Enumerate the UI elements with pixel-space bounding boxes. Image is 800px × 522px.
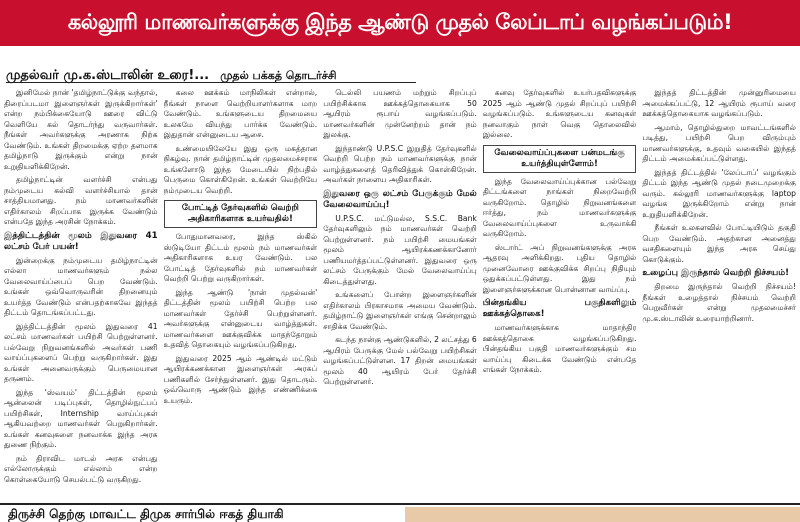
subhead-main: முதல்வர் மு.க.ஸ்டாலின் உரை!... — [6, 68, 210, 83]
paragraph: இந்த ஆண்டு 'நான் முதல்வன்' திட்டத்தின் மூலம் பயிற்சி பெற்ற பல மாணவர்கள் தேர்ச்சி பெற்றுள்ளனர். அவர்களுக்கு என்னுடைய வாழ்த்துகள். மாணவர்களை ஊக்குவிக்க மாதந்தோறும் உதவித் தொகையும் வழங்கப்படுகிறது. — [163, 287, 318, 349]
boxed-heading: வேலைவாய்ப்புகளை பன்மடங்கு உயர்த்தியுள்ளோம்! — [483, 145, 637, 173]
section-heading: இதுவரை ஒரு லட்சம் பேருக்கும் மேல் வேலைவாய்ப்பு! — [323, 188, 477, 210]
article-column — [642, 88, 796, 498]
next-article-headline: திருச்சி தெற்கு மாவட்ட திமுக சார்பில் ஈகத் தியாகி — [8, 507, 284, 521]
section-heading: உழைப்பு இருந்தால் வெற்றி நிச்சயம்! — [642, 268, 790, 278]
paragraph: போதுமானவரை, இந்த ஸ்கில் ஸ்டுடியோ திட்டம் மூலம் நம் மாணவர்கள் அதிகாரிகளாக உயர வேண்டும். பல போட்டித் தேர்வுகளில் நம் மாணவர்கள் வெற்றி பெற்று வருகிறார்கள். — [163, 232, 318, 283]
paragraph: நீங்கள் உலகளவில் போட்டியிடும் தகுதி பெற வேண்டும். அதற்கான அனைத்து வசதிகளையும் இந்த அரசு செய்து கொடுக்கும். — [642, 223, 796, 264]
headline-banner — [0, 0, 800, 46]
paragraph: U.P.S.C. மட்டுமல்ல, S.S.C. Bank தேர்வுகளிலும் நம் மாணவர்கள் வெற்றி பெற்றுள்ளனர். நம் பயிற்சி மையங்கள் மூலம் ஆயிரக்கணக்கானோர் பணியமர்த்தப்பட்டுள்ளனர். இதுவரை ஒரு லட்சம் பேருக்கும் மேல் வேலைவாய்ப்பு கிடைத்துள்ளது. — [323, 213, 477, 286]
subhead — [6, 64, 426, 84]
paragraph: திறமை இருந்தால் வெற்றி நிச்சயம்! நீங்கள் உழைத்தால் நிச்சயம் வெற்றி பெறுவீர்கள் என்று முதலமைச்சர் மு.க.ஸ்டாலின் உரையாற்றினார். — [642, 282, 796, 323]
paragraph: இந்தாண்டு U.P.S.C இறுதித் தேர்வுகளில் வெற்றி பெற்ற நம் மாணவர்களுக்கு நான் வாழ்த்துகளைத் தெரிவித்துக் கொள்கிறேன். அவர்கள் நாளைய அதிகாரிகள். — [323, 143, 477, 184]
paragraph: கனவு தேர்வுகளில் உயர்பதவிகளுக்கு 2025 ஆம் ஆண்டு முதல் சிறப்புப் பயிற்சி வழங்கப்படும். உங்களுடைய கனவுகள் நனவாகும் நாள் வெகு தொலைவில் இல்லை. — [482, 88, 637, 139]
paragraph: இந்தத் திட்டத்தில் 'லேப்டாப்' வழங்கும் திட்டம் இந்த ஆண்டு முதல் நடைமுறைக்கு வரும். கல்லூரி மாணவர்களுக்கு laptop வழங்க இருக்கிறோம் என்று நான் உறுதியளிக்கிறேன். — [642, 167, 796, 219]
subhead-rule — [6, 82, 416, 83]
article-column — [164, 88, 318, 498]
article-column — [4, 88, 158, 498]
paragraph: இந்த 'ஸ்வயம்' திட்டத்தின் மூலம் ஆன்லைன் படிப்புகள், தொழில்நுட்பப் பயிற்சிகள், Internship வாய்ப்புகள் ஆகியவற்றை மாணவர்கள் பெறுகிறார்கள். உங்கள் கனவுகளை நனவாக்க இந்த அரசு துணை நிற்கும். — [4, 387, 158, 449]
subhead-continuation: முதல் பக்கத் தொடர்ச்சி — [220, 69, 337, 82]
boxed-heading: போட்டித் தேர்வுகளில் வெற்றி அதிகாரிகளாக உயர்வதில்! — [164, 200, 318, 228]
paragraph: இந்த வேலைவாய்ப்புக்கான பல்வேறு திட்டங்களை நாங்கள் நிறைவேற்றி வருகிறோம். தொழில் நிறுவனங்களை ஈர்த்து, நம் மாணவர்களுக்கு வேலைவாய்ப்புகளை உருவாக்கி வருகிறோம். — [482, 176, 637, 238]
article-column — [483, 88, 637, 498]
paragraph: கலை ஊக்கம் மாநிலிகள் என்றால், நீங்கள் நாளை வெற்றியாளர்களாக மாற வேண்டும். உங்களுடைய திறமையை உலகமே வியந்து பார்க்க வேண்டும். இதுதான் என்னுடைய ஆசை. — [163, 88, 318, 139]
paragraph: இனிமேல் நான் 'தமிழ்நாட்டுக்கு வந்தால், திரைப்படமா இளைஞர்கள் இருக்கிறார்கள்' என்ற நம்பிக்கையோடு ஊரை விட்டு வெளியே கல் தொடர்ந்து வருவார்கள். நீங்கள் அவர்களுக்கு அரணாக நிற்க வேண்டும். உங்கள் திறமைக்கு ஏற்ற தளமாக தமிழ்நாடு இருக்கும் என்று நான் உறுதியளிக்கிறேன். — [4, 88, 158, 171]
paragraph: இதுவரை 2025 ஆம் ஆண்டில் மட்டும் ஆயிரக்கணக்கான இளைஞர்கள் அரசுப் பணிகளில் சேர்ந்துள்ளனர். இது தொடரும். ஒவ்வொரு ஆண்டும் இந்த எண்ணிக்கை உயரும். — [163, 353, 318, 405]
paragraph: இன்றைக்கு நம்முடைய தமிழ்நாட்டின் எல்லா மாணவர்களும் நல்ல வேலைவாய்ப்பைப் பெற வேண்டும். உங்கள் ஒவ்வொருவரின் திறனையும் உயர்த்த வேண்டும் என்பதற்காகவே இந்தத் திட்டம் தொடங்கப்பட்டது. — [4, 255, 158, 317]
paragraph: நம் திராவிட மாடல் அரசு என்பது எல்லோருக்கும் எல்லாம் என்ற கொள்கையோடு செயல்பட்டு வருகிறது. — [4, 453, 158, 484]
paragraph: இந்தத் திட்டத்தின் முன்னுரிமையை அமைக்கப்பட்டு, 12 ஆயிரம் ரூபாய் வரை ஊக்கத்தொகையாக வழங்கப்படும். — [642, 88, 796, 118]
paragraph: தமிழ்நாட்டின் வளர்ச்சி என்பது நம்முடைய கல்வி வளர்ச்சியால் தான் சாத்தியமானது. நம் மாணவர்களின் எதிர்காலம் சிறப்பாக இருக்க வேண்டும் என்பதே இந்த அரசின் நோக்கம். — [4, 175, 158, 226]
paragraph: டெல்லி பயணம் மற்றும் சிறப்புப் பயிற்சிக்காக ஊக்கத்தொகையாக 50 ஆயிரம் ரூபாய் வழங்கப்படும். மாணவர்களின் முன்னேற்றம் தான் நம் இலக்கு. — [323, 88, 477, 139]
paragraph: உண்மையிலேயே இது ஒரு மகத்தான நிகழ்வு. நான் தமிழ்நாட்டின் முதலமைச்சராக உங்களோடு இந்த மேடையில் நிற்பதில் பெருமை கொள்கிறேன். உங்கள் வெற்றியே நம்முடைய வெற்றி. — [163, 143, 318, 195]
next-article-strip — [0, 507, 800, 522]
footer-divider — [0, 503, 800, 505]
paragraph: ஆமாம், தொழில்துறை மாவட்டங்களில் படித்து, பயிற்சி பெற விரும்பும் மாணவர்களுக்கு, உதவும் வகையில் இந்தத் திட்டம் அமைக்கப்பட்டுள்ளது. — [642, 122, 796, 163]
next-article-photo — [405, 507, 800, 522]
paragraph: மாணவர்களுக்காக மாதாந்திர ஊக்கத்தொகை வழங்கப்படுகிறது. பின்தங்கிய பகுதி மாணவர்களுக்கும் சம வாய்ப்பு கிடைக்க வேண்டும் என்பதே எங்கள் நோக்கம். — [482, 323, 637, 374]
paragraph: ஸ்டார்ட் அப் நிறுவனங்களுக்கு அரசு ஆதரவு அளிக்கிறது. புதிய தொழில் முனைவோரை ஊக்குவிக்க சிறப்பு நிதியும் ஒதுக்கப்பட்டுள்ளது. இது நம் இளைஞர்களுக்கான பொன்னான வாய்ப்பு. — [482, 242, 637, 294]
paragraph: உங்களைப் போன்ற இளைஞர்களின் எதிர்காலம் பிரகாசமாக அமைய வேண்டும். தமிழ்நாட்டு இளைஞர்கள் எங்கு சென்றாலும் சாதிக்க வேண்டும். — [323, 290, 477, 331]
section-heading: பின்தங்கிய பகுதிகளிலும் ஊக்கத்தொகை! — [482, 298, 637, 319]
paragraph: இத்திட்டத்தின் மூலம் இதுவரை 41 லட்சம் மாணவர்கள் பயிற்சி பெற்றுள்ளனர். பல்வேறு நிறுவனங்களில் அவர்கள் பணி வாய்ப்புகளைப் பெற்று வருகிறார்கள். இது உங்கள் அனைவருக்கும் பெருமையான தருணம். — [4, 321, 158, 383]
article-column — [323, 88, 477, 498]
paragraph: கடந்த நான்கு ஆண்டுகளில், 2 லட்சத்து 6 ஆயிரம் பேருக்கு மேல் பல்வேறு பயிற்சிகள் வழங்கப்பட்டுள்ளன. 17 திறன் மையங்கள் மூலம் 40 ஆயிரம் பேர் தேர்ச்சி பெற்றுள்ளனர். — [323, 335, 477, 386]
article-columns — [4, 88, 796, 498]
section-heading: இத்திட்டத்தின் மூலம் இதுவரை 41 லட்சம் பேர் பயன்! — [4, 230, 158, 252]
headline: கல்லூரி மாணவர்களுக்கு இந்த ஆண்டு முதல் லேப்டாப் வழங்கப்படும்! — [67, 9, 733, 34]
